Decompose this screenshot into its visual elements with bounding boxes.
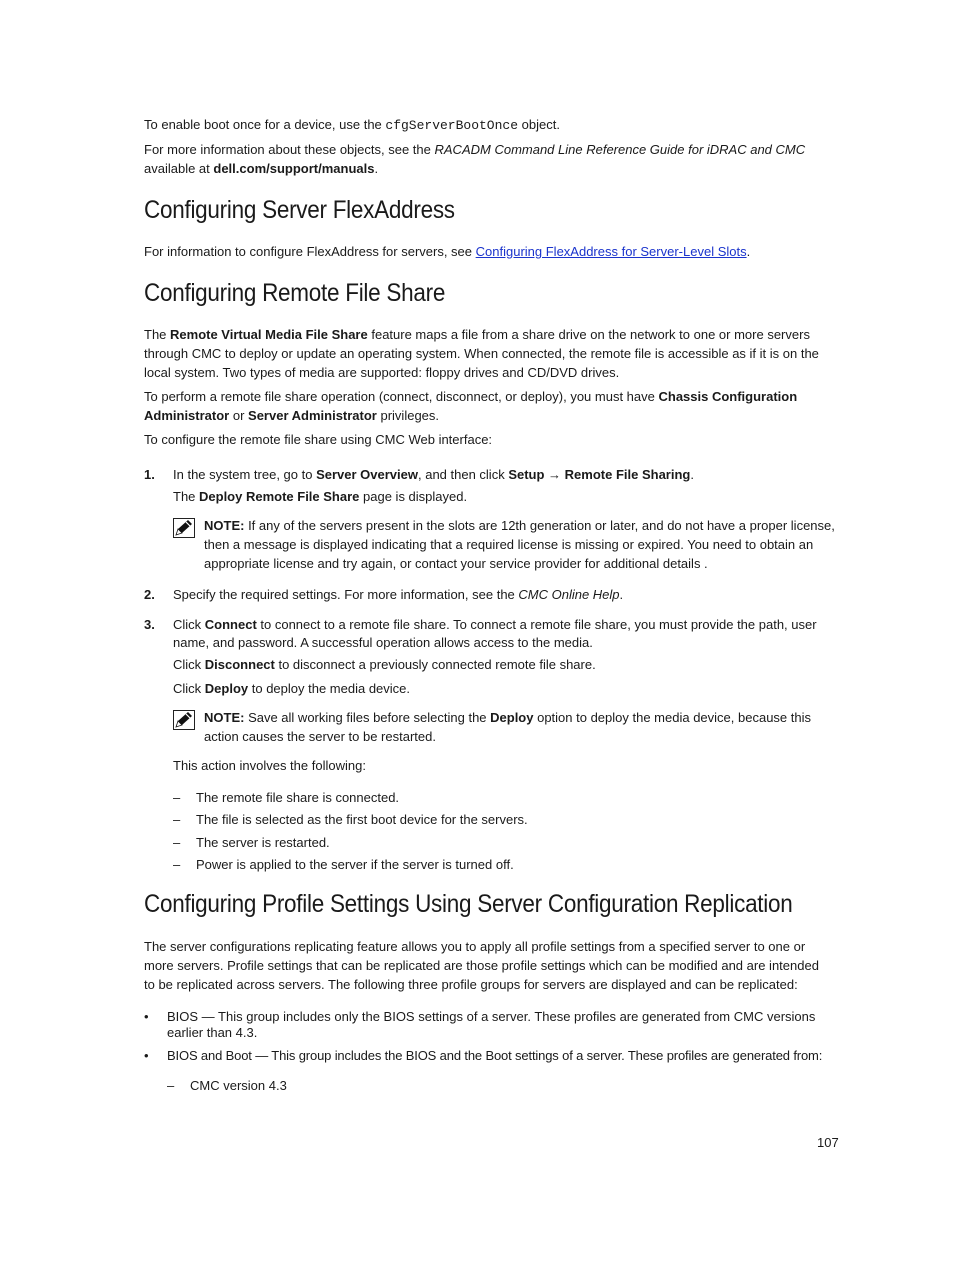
- deploy-remote-file-share-term: Deploy Remote File Share: [199, 489, 360, 504]
- more-info-available-text: available at: [144, 161, 214, 176]
- remote-file-sharing-term: Remote File Sharing: [564, 467, 691, 482]
- setup-term: Setup: [508, 467, 545, 482]
- boot-once-text-end: object.: [518, 117, 560, 132]
- step-3-dep-pre: Click: [173, 681, 205, 696]
- note-1-label: NOTE:: [204, 518, 245, 533]
- administrator-term: Administrator: [144, 408, 230, 423]
- dash-item-text: The remote file share is connected.: [196, 790, 400, 805]
- step-1-number: 1.: [144, 467, 155, 482]
- boot-once-text: To enable boot once for a device, use the: [144, 117, 386, 132]
- dash-glyph: –: [173, 812, 181, 827]
- flexaddress-paragraph: [144, 242, 750, 261]
- note-2-label: NOTE:: [204, 710, 245, 725]
- arrow-glyph: →: [544, 467, 565, 482]
- more-info-period: .: [374, 161, 379, 176]
- action-involves: This action involves the following:: [173, 758, 366, 773]
- step-1-subtext: [173, 487, 845, 506]
- flexaddress-period: .: [746, 244, 751, 259]
- note-1-text: If any of the servers present in the slots are 12th generation or later, and do not have a proper license,: [244, 518, 835, 533]
- step-1-text: [173, 465, 845, 484]
- more-info-line2: [144, 159, 378, 178]
- step-2-pre: Specify the required settings. For more information, see the: [173, 587, 519, 602]
- step-3-disconnect: [173, 655, 845, 674]
- note-1-line3: appropriate license and try again, or contact your service provider for additional details .: [204, 556, 708, 571]
- more-info-line1: [144, 140, 805, 159]
- note-1-line2: then a message is displayed indicating that a required license is missing or expired. You need to obtain an: [204, 537, 814, 552]
- step-3-disc-post: to disconnect a previously connected remote file share.: [274, 657, 596, 672]
- remote-share-p2-line2: [144, 406, 439, 425]
- note-2-line1: [204, 708, 844, 727]
- chassis-config-term: Chassis Configuration: [658, 389, 798, 404]
- bullet-bios-line2: earlier than 4.3.: [167, 1025, 258, 1040]
- step-2-period: .: [619, 587, 624, 602]
- dash-item-text: The server is restarted.: [196, 835, 330, 850]
- server-admin-term: Server Administrator: [248, 408, 377, 423]
- boot-once-paragraph: [144, 115, 560, 135]
- step-1-period: .: [690, 467, 694, 482]
- note-2-line2: action causes the server to be restarted.: [204, 729, 436, 744]
- step-3-pre: Click: [173, 617, 205, 632]
- step-2-text: [173, 585, 845, 604]
- remote-share-p2-line1: [144, 387, 797, 406]
- profile-p1-line1: The server configurations replicating feature allows you to apply all profile settings from a specified server to one or: [144, 939, 806, 954]
- step-3-number: 3.: [144, 617, 155, 632]
- step-3-dep-post: to deploy the media device.: [248, 681, 411, 696]
- heading-profile-settings: Configuring Profile Settings Using Server Configuration Replication: [144, 890, 793, 918]
- dash-glyph: –: [167, 1078, 175, 1093]
- heading-remote-file-share: Configuring Remote File Share: [144, 279, 446, 307]
- deploy-term: Deploy: [204, 681, 249, 696]
- note-1-line1: [204, 516, 844, 535]
- note-2-line1-post: option to deploy the media device, because this: [533, 710, 811, 725]
- dash-glyph: –: [173, 857, 181, 872]
- remote-share-p1-line3: local system. Two types of media are supported: floppy drives and CD/DVD drives.: [144, 365, 620, 380]
- flexaddress-text: For information to configure FlexAddress for servers, see: [144, 244, 476, 259]
- page-number: 107: [817, 1135, 839, 1150]
- step-3-line1: [173, 615, 845, 634]
- note-2-deploy-term: Deploy: [490, 710, 534, 725]
- remote-share-p1-line2: through CMC to deploy or update an operating system. When connected, the remote file is accessible as if it is on the: [144, 346, 819, 361]
- step-3-deploy: [173, 679, 845, 698]
- bullet-glyph: •: [144, 1048, 149, 1063]
- cmc-version-text: CMC version 4.3: [190, 1078, 287, 1093]
- server-overview-term: Server Overview: [316, 467, 418, 482]
- remote-share-p3: To configure the remote file share using CMC Web interface:: [144, 432, 493, 447]
- step-3-line2: name, and password. A successful operation allows access to the media.: [173, 635, 593, 650]
- step-1-sub-pre: The: [173, 489, 200, 504]
- more-info-text: For more information about these objects, see the: [144, 142, 435, 157]
- step-3-line1-post: to connect to a remote file share. To connect a remote file share, you must provide the path, user: [256, 617, 817, 632]
- note-pencil-icon: [173, 710, 195, 730]
- remote-share-p2-text: To perform a remote file share operation (connect, disconnect, or deploy), you must have: [144, 389, 659, 404]
- remote-share-p1-text: The: [144, 327, 171, 342]
- boot-once-code: cfgServerBootOnce: [385, 118, 519, 133]
- note-2-pre: Save all working files before selecting the: [244, 710, 491, 725]
- remote-share-p1-line1: [144, 325, 810, 344]
- step-1-mid: , and then click: [417, 467, 509, 482]
- dash-item-text: The file is selected as the first boot device for the servers.: [196, 812, 528, 827]
- or-text: or: [229, 408, 249, 423]
- profile-p1-line3: to be replicated across servers. The following three profile groups for servers are displayed and can be replicated:: [144, 977, 798, 992]
- racadm-guide-title: RACADM Command Line Reference Guide for iDRAC and CMC: [434, 142, 806, 157]
- flexaddress-link[interactable]: Configuring FlexAddress for Server-Level Slots: [475, 244, 747, 259]
- step-3-disc-pre: Click: [173, 657, 205, 672]
- disconnect-term: Disconnect: [204, 657, 275, 672]
- cmc-online-help-title: CMC Online Help: [518, 587, 620, 602]
- dash-glyph: –: [173, 790, 181, 805]
- connect-term: Connect: [204, 617, 257, 632]
- step-1-sub-post: page is displayed.: [359, 489, 468, 504]
- bullet-glyph: •: [144, 1009, 149, 1024]
- step-1-pre: In the system tree, go to: [173, 467, 317, 482]
- dash-item-text: Power is applied to the server if the server is turned off.: [196, 857, 514, 872]
- step-2-number: 2.: [144, 587, 155, 602]
- profile-p1-line2: more servers. Profile settings that can be replicated are those profile settings which can be modified and are intended: [144, 958, 819, 973]
- bullet-bios-boot-text: BIOS and Boot — This group includes the BIOS and the Boot settings of a server. These profiles are generated from:: [167, 1048, 823, 1063]
- dash-glyph: –: [173, 835, 181, 850]
- support-url: dell.com/support/manuals: [213, 161, 375, 176]
- heading-flexaddress: Configuring Server FlexAddress: [144, 196, 455, 224]
- remote-share-p1-text-cont: feature maps a file from a share drive on the network to one or more servers: [367, 327, 810, 342]
- remote-vm-file-share-term: Remote Virtual Media File Share: [170, 327, 368, 342]
- note-pencil-icon: [173, 518, 195, 538]
- privileges-text: privileges.: [376, 408, 440, 423]
- bullet-bios-line1: BIOS — This group includes only the BIOS settings of a server. These profiles are generated from CMC versions: [167, 1009, 816, 1024]
